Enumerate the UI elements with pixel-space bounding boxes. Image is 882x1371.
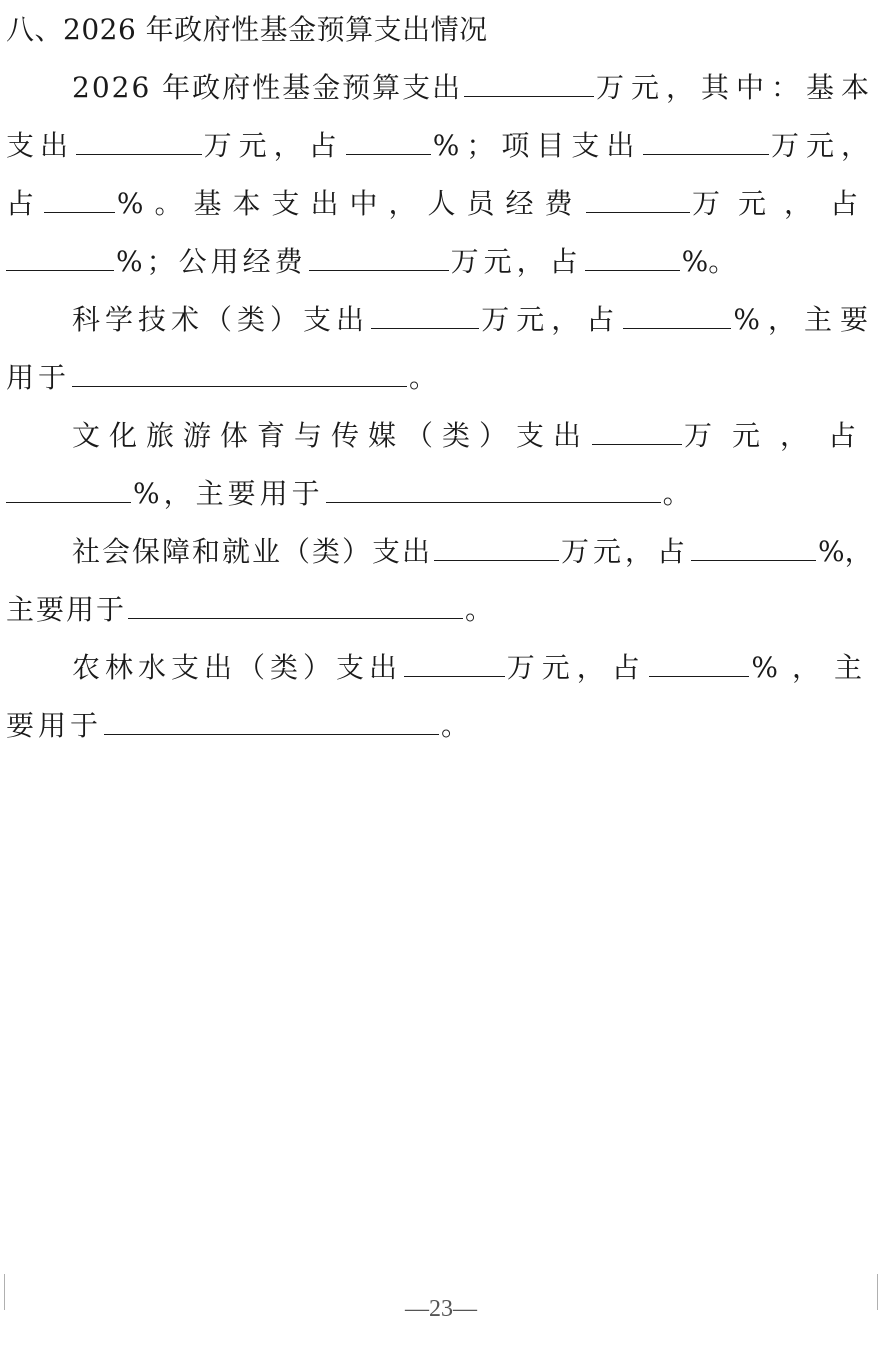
p4-text: 主要用于 xyxy=(6,593,127,626)
p2-text: %，主要 xyxy=(733,303,876,336)
p4-text: 社会保障和就业（类）支出 xyxy=(72,535,433,568)
p1-text: 万元，占 xyxy=(450,245,583,278)
p3-text: 。 xyxy=(662,477,691,510)
p5-text: 万元，占 xyxy=(506,651,647,684)
p5-text: 农林水支出（类）支出 xyxy=(72,651,403,684)
p5-line-1 xyxy=(72,648,876,688)
p4-text: %， xyxy=(818,535,873,568)
fill-blank xyxy=(76,128,202,155)
p1-text: %；项目支出 xyxy=(432,129,642,162)
p3-line-1 xyxy=(72,416,876,456)
page-number: —23— xyxy=(405,1296,477,1322)
fill-blank xyxy=(6,476,131,503)
p2-text: 用于 xyxy=(6,361,71,394)
fill-blank xyxy=(44,186,115,213)
p2-line-1 xyxy=(72,300,876,340)
p1-line-4 xyxy=(6,242,876,282)
p1-text: 占 xyxy=(6,187,35,220)
p1-text: %。 xyxy=(681,245,737,278)
p1-text: 万元，其中：基本 xyxy=(595,71,876,104)
fill-blank xyxy=(592,418,682,445)
fill-blank xyxy=(691,534,816,561)
fill-blank xyxy=(6,244,114,271)
p3-line-2 xyxy=(6,474,876,514)
p2-text: 科学技术（类）支出 xyxy=(72,303,370,336)
p3-text: %，主要用于 xyxy=(133,477,324,510)
p3-text: 文化旅游体育与传媒（类）支出 xyxy=(72,419,591,452)
fill-blank xyxy=(72,360,407,387)
fill-blank xyxy=(326,476,661,503)
p1-text: 万元，占 xyxy=(691,187,876,220)
fill-blank xyxy=(434,534,559,561)
p5-text: 。 xyxy=(441,709,470,742)
p4-line-2 xyxy=(6,590,876,630)
fill-blank xyxy=(585,244,680,271)
p2-text: 万元，占 xyxy=(481,303,622,336)
p1-text: 支出 xyxy=(6,129,75,162)
fill-blank xyxy=(371,302,479,329)
p2-line-2 xyxy=(6,358,876,398)
fill-blank xyxy=(309,244,449,271)
p4-text: 。 xyxy=(465,593,494,626)
section-heading: 八、2026 年政府性基金预算支出情况 xyxy=(6,13,488,46)
fill-blank xyxy=(104,708,439,735)
fill-blank xyxy=(464,70,594,97)
p1-text: 2026 年政府性基金预算支出 xyxy=(72,71,463,104)
p4-line-1 xyxy=(72,532,876,572)
fill-blank xyxy=(346,128,431,155)
fill-blank xyxy=(128,592,463,619)
p1-text: %；公用经费 xyxy=(116,245,307,278)
fill-blank xyxy=(623,302,731,329)
p5-text: 要用于 xyxy=(6,709,103,742)
p2-text: 。 xyxy=(409,361,438,394)
fill-blank xyxy=(586,186,690,213)
p1-line-3 xyxy=(6,184,876,224)
fill-blank xyxy=(643,128,769,155)
fill-blank xyxy=(404,650,505,677)
p1-line-2 xyxy=(6,126,876,166)
p5-line-2 xyxy=(6,706,876,746)
p1-line-1 xyxy=(72,68,876,108)
p5-text: %，主 xyxy=(751,651,876,684)
p4-text: 万元，占 xyxy=(561,535,690,568)
p1-text: %。基本支出中，人员经费 xyxy=(116,187,584,220)
p1-text: 万元，占 xyxy=(203,129,344,162)
fill-blank xyxy=(649,650,750,677)
p1-text: 万元， xyxy=(770,129,876,162)
p3-text: 万元，占 xyxy=(683,419,876,452)
